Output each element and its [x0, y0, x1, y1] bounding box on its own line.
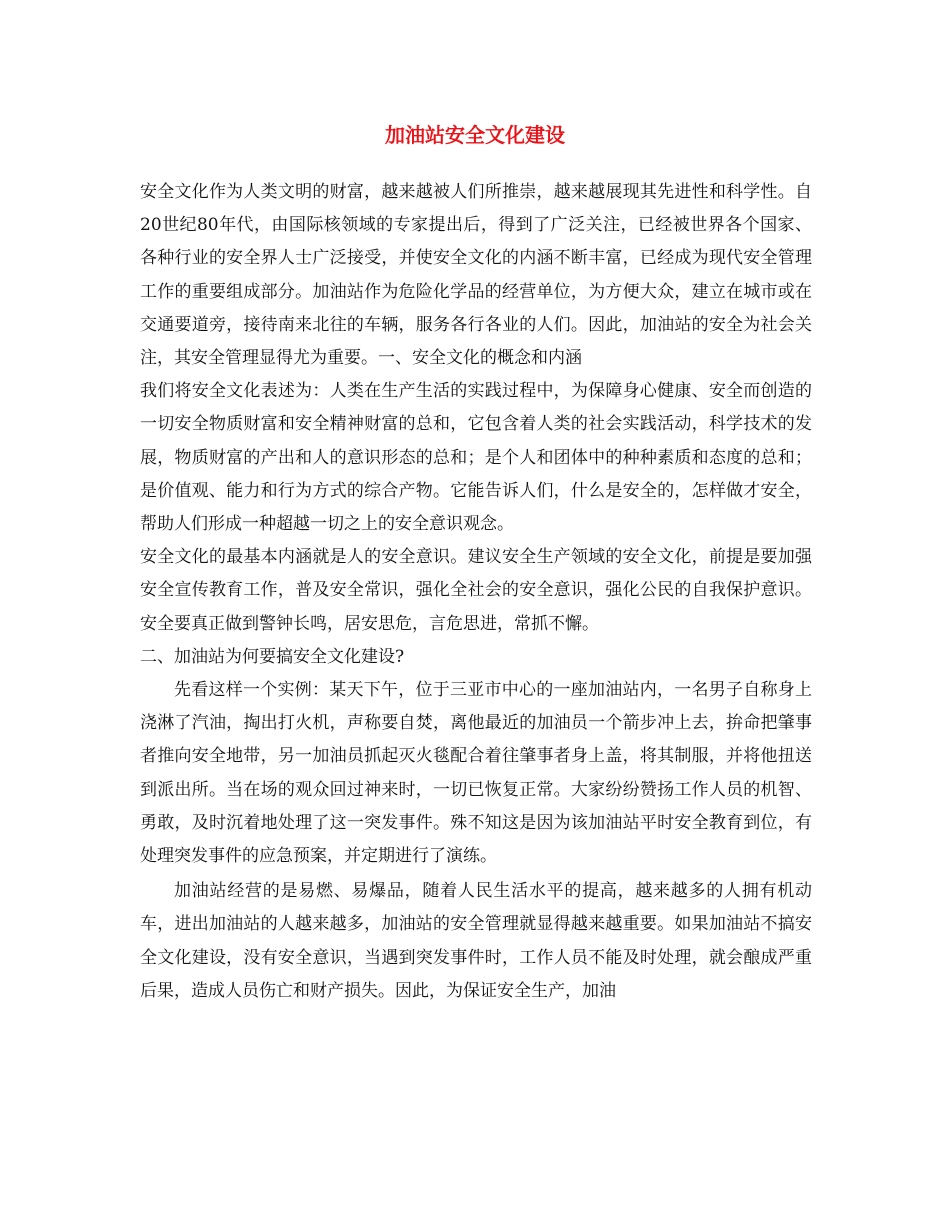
paragraph-core-meaning: 安全文化的最基本内涵就是人的安全意识。建议安全生产领域的安全文化，前提是要加强安全宣传教育工作，普及安全常识，强化全社会的安全意识，强化公民的自我保护意识。安全要真正做到警钟长鸣，居安思危，言危思进，常抓不懈。 — [140, 547, 812, 634]
paragraph-intro: 安全文化作为人类文明的财富，越来越被人们所推崇，越来越展现其先进性和科学性。自20世纪80年代，由国际核领域的专家提出后，得到了广泛关注，已经被世界各个国家、各种行业的安全界人士广泛接受，并使安全文化的内涵不断丰富，已经成为现代安全管理工作的重要组成部分。加油站作为危险化学品的经营单位，为方便大众，建立在城市或在交通要道旁，接待南来北往的车辆，服务各行各业的人们。因此，加油站的安全为社会关注，其安全管理显得尤为重要。一、安全文化的概念和内涵 — [140, 182, 812, 369]
paragraph-importance: 加油站经营的是易燃、易爆品，随着人民生活水平的提高，越来越多的人拥有机动车，进出加油站的人越来越多，加油站的安全管理就显得越来越重要。如果加油站不搞安全文化建设，没有安全意识，当遇到突发事件时，工作人员不能及时处理，就会酿成严重后果，造成人员伤亡和财产损失。因此，为保证安全生产，加油 — [140, 881, 812, 1001]
section-heading-why: 二、加油站为何要搞安全文化建设? — [140, 646, 405, 667]
paragraph-definition: 我们将安全文化表述为：人类在生产生活的实践过程中，为保障身心健康、安全而创造的一切安全物质财富和安全精神财富的总和，它包含着人类的社会实践活动，科学技术的发展，物质财富的产出和人的意识形态的总和；是个人和团体中的种种素质和态度的总和；是价值观、能力和行为方式的综合产物。它能告诉人们，什么是安全的，怎样做才安全，帮助人们形成一种超越一切之上的安全意识观念。 — [140, 381, 812, 535]
paragraph-example: 先看这样一个实例：某天下午，位于三亚市中心的一座加油站内，一名男子自称身上浇淋了汽油，掏出打火机，声称要自焚，离他最近的加油员一个箭步冲上去，拚命把肇事者推向安全地带，另一加油员抓起灭火毯配合着往肇事者身上盖，将其制服，并将他扭送到派出所。当在场的观众回过神来时，一切已恢复正常。大家纷纷赞扬工作人员的机智、勇敢，及时沉着地处理了这一突发事件。殊不知这是因为该加油站平时安全教育到位，有处理突发事件的应急预案，并定期进行了演练。 — [140, 680, 812, 867]
document-title: 加油站安全文化建设 — [385, 123, 565, 147]
document-body — [140, 176, 812, 1008]
